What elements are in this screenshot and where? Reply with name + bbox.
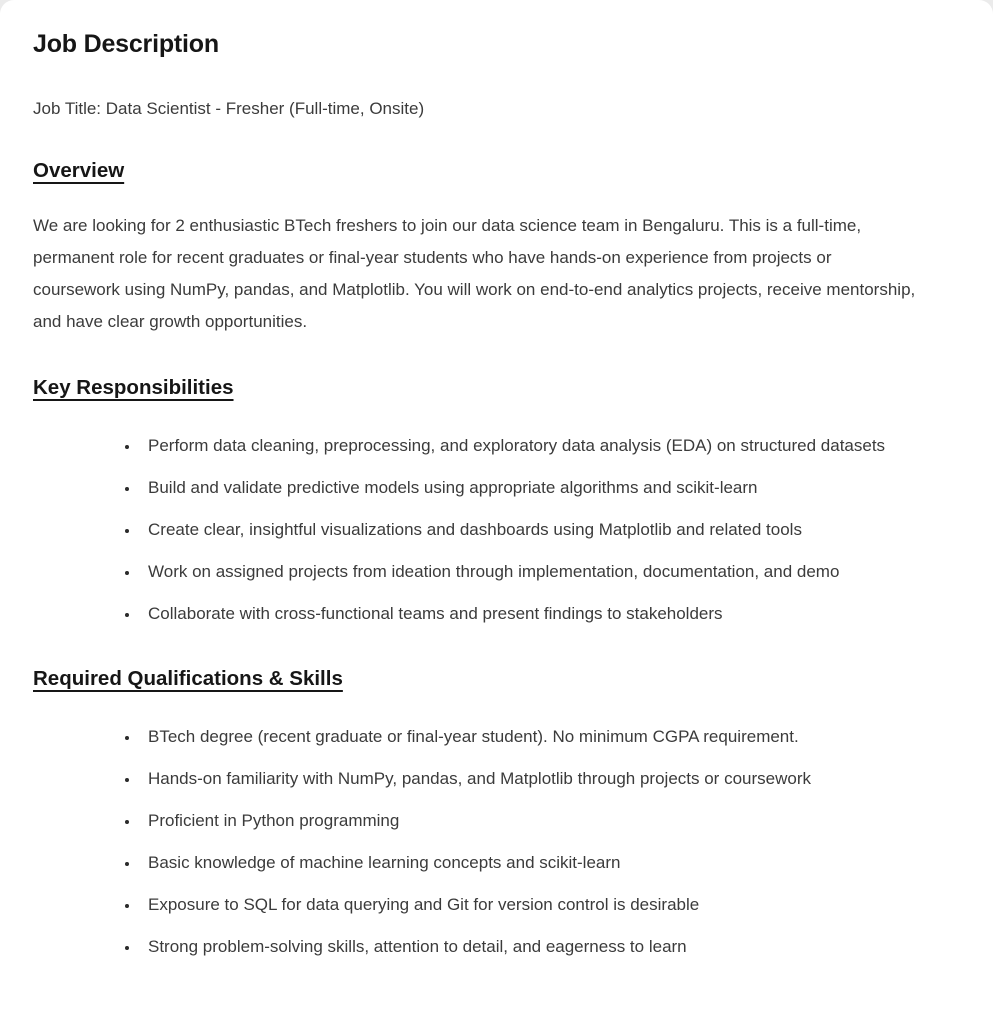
list-item: • Hands-on familiarity with NumPy, pandas, and Matplotlib through projects or coursework bbox=[140, 763, 923, 794]
required-qualifications-list bbox=[33, 721, 943, 962]
list-item: • Exposure to SQL for data querying and Git for version control is desirable bbox=[140, 889, 923, 920]
key-responsibilities-list bbox=[33, 430, 943, 629]
overview-paragraph: We are looking for 2 enthusiastic BTech freshers to join our data science team in Bengaluru. This is a full-time, permanent role for recent graduates or final-year students who have hands-on experience from projects or coursework using NumPy, pandas, and Matplotlib. You will work on end-to-end analytics projects, receive mentorship, and have clear growth opportunities. bbox=[33, 216, 916, 331]
list-item: • Basic knowledge of machine learning concepts and scikit-learn bbox=[140, 847, 923, 878]
section-heading-key-responsibilities: Key Responsibilities bbox=[33, 376, 234, 399]
job-title-line: Job Title: Data Scientist - Fresher (Full-time, Onsite) bbox=[33, 99, 425, 118]
page-title: Job Description bbox=[33, 30, 219, 58]
list-item: • Perform data cleaning, preprocessing, and exploratory data analysis (EDA) on structured datasets bbox=[140, 430, 923, 461]
list-item: • Proficient in Python programming bbox=[140, 805, 923, 836]
list-item: • Work on assigned projects from ideation through implementation, documentation, and demo bbox=[140, 556, 923, 587]
section-heading-overview: Overview bbox=[33, 159, 125, 182]
list-item: • BTech degree (recent graduate or final-year student). No minimum CGPA requirement. bbox=[140, 721, 923, 752]
section-heading-required-qualifications: Required Qualifications & Skills bbox=[33, 667, 343, 690]
list-item: • Build and validate predictive models using appropriate algorithms and scikit-learn bbox=[140, 472, 923, 503]
list-item: • Strong problem-solving skills, attention to detail, and eagerness to learn bbox=[140, 931, 923, 962]
list-item: • Collaborate with cross-functional teams and present findings to stakeholders bbox=[140, 598, 923, 629]
list-item: • Create clear, insightful visualizations and dashboards using Matplotlib and related tools bbox=[140, 514, 923, 545]
